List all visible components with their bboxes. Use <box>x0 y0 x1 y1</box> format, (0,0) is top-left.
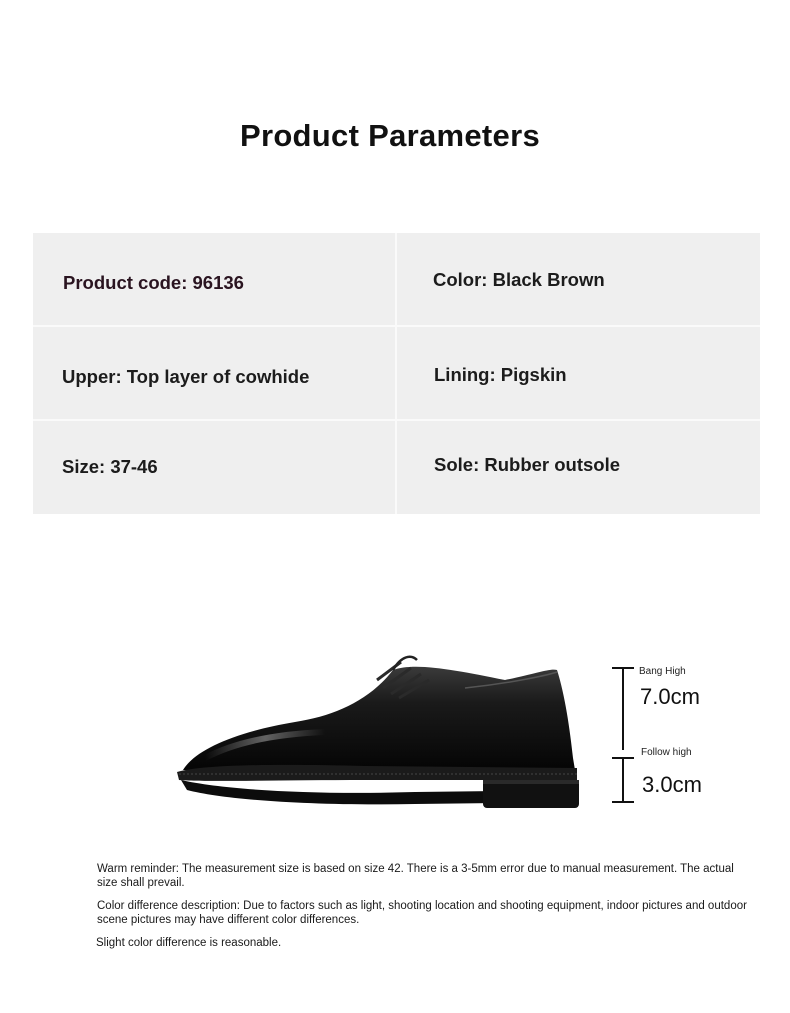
slight-difference-note: Slight color difference is reasonable. <box>96 937 282 949</box>
row-divider <box>33 419 760 421</box>
parameters-table <box>33 233 760 514</box>
follow-high-label: Follow high <box>641 747 692 758</box>
column-divider <box>395 233 397 514</box>
shoe-illustration <box>165 640 605 820</box>
bang-high-label: Bang High <box>639 666 686 677</box>
height-measurements <box>600 660 780 820</box>
sole-cell: Sole: Rubber outsole <box>434 454 621 475</box>
shoe-image <box>165 640 605 820</box>
color-difference-note: Color difference description: Due to factors such as light, shooting location and shooting equipment, indoor pictures and outdoor scene pictures may have different color differences. <box>97 900 747 926</box>
upper-cell: Upper: Top layer of cowhide <box>62 366 310 387</box>
bang-high-value: 7.0cm <box>640 684 700 709</box>
lining-cell: Lining: Pigskin <box>434 364 567 385</box>
color-cell: Color: Black Brown <box>433 269 605 290</box>
warm-reminder-note: Warm reminder: The measurement size is based on size 42. There is a 3-5mm error due to manual measurement. The actual size shall prevail. <box>97 863 734 889</box>
size-cell: Size: 37-46 <box>62 456 158 477</box>
notes-section <box>97 862 757 959</box>
measure-bracket-icon <box>608 666 638 816</box>
follow-high-value: 3.0cm <box>642 772 702 797</box>
page-title: Product Parameters <box>239 118 541 153</box>
product-code-cell: Product code: 96136 <box>63 272 244 293</box>
row-divider <box>33 325 760 327</box>
